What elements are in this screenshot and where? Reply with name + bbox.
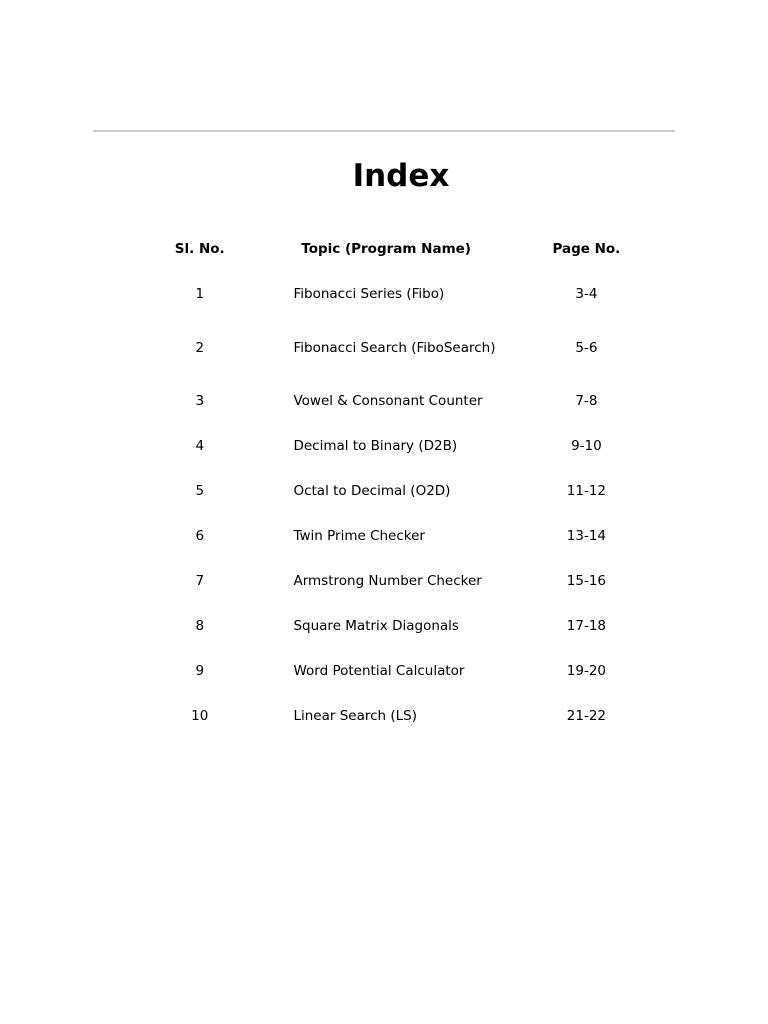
header-sl-no: Sl. No. xyxy=(174,241,225,257)
header-page-no: Page No. xyxy=(552,241,621,257)
page-no-cell: 13-14 xyxy=(566,528,606,544)
topic-cell: Square Matrix Diagonals xyxy=(293,618,459,634)
topic-cell: Vowel & Consonant Counter xyxy=(293,393,483,409)
sl-no-cell: 10 xyxy=(191,708,209,724)
topic-cell: Fibonacci Series (Fibo) xyxy=(293,286,445,302)
page-no-cell: 21-22 xyxy=(566,708,606,724)
table-row xyxy=(150,379,650,424)
header-divider xyxy=(93,130,675,132)
page-no-cell: 15-16 xyxy=(566,573,606,589)
topic-cell: Fibonacci Search (FiboSearch) xyxy=(293,339,496,356)
table-row xyxy=(150,694,650,739)
page-no-cell: 3-4 xyxy=(575,286,598,302)
page-no-cell: 11-12 xyxy=(566,483,606,499)
sl-no-cell: 9 xyxy=(195,663,205,679)
table-header-row xyxy=(150,227,650,272)
index-table xyxy=(150,227,650,739)
sl-no-cell: 1 xyxy=(195,286,205,302)
page-no-cell: 5-6 xyxy=(575,339,598,356)
sl-no-cell: 4 xyxy=(195,438,205,454)
sl-no-cell: 3 xyxy=(195,393,205,409)
table-row xyxy=(150,424,650,469)
page-no-cell: 7-8 xyxy=(575,393,598,409)
topic-cell: Word Potential Calculator xyxy=(293,663,465,679)
sl-no-cell: 7 xyxy=(195,573,205,589)
sl-no-cell: 2 xyxy=(195,339,205,356)
table-row xyxy=(150,559,650,604)
topic-cell: Octal to Decimal (O2D) xyxy=(293,483,451,499)
table-row xyxy=(150,649,650,694)
page-title: Index xyxy=(352,158,450,194)
table-row xyxy=(150,514,650,559)
sl-no-cell: 8 xyxy=(195,618,205,634)
topic-cell: Twin Prime Checker xyxy=(293,528,425,544)
page-no-cell: 19-20 xyxy=(566,663,606,679)
header-topic: Topic (Program Name) xyxy=(301,241,471,257)
table-row xyxy=(150,317,650,379)
table-row xyxy=(150,469,650,514)
page-no-cell: 17-18 xyxy=(566,618,606,634)
table-row xyxy=(150,604,650,649)
topic-cell: Armstrong Number Checker xyxy=(293,573,482,589)
topic-cell: Linear Search (LS) xyxy=(293,708,418,724)
sl-no-cell: 5 xyxy=(195,483,205,499)
page-no-cell: 9-10 xyxy=(571,438,602,454)
topic-cell: Decimal to Binary (D2B) xyxy=(293,438,458,454)
table-row xyxy=(150,272,650,317)
sl-no-cell: 6 xyxy=(195,528,205,544)
